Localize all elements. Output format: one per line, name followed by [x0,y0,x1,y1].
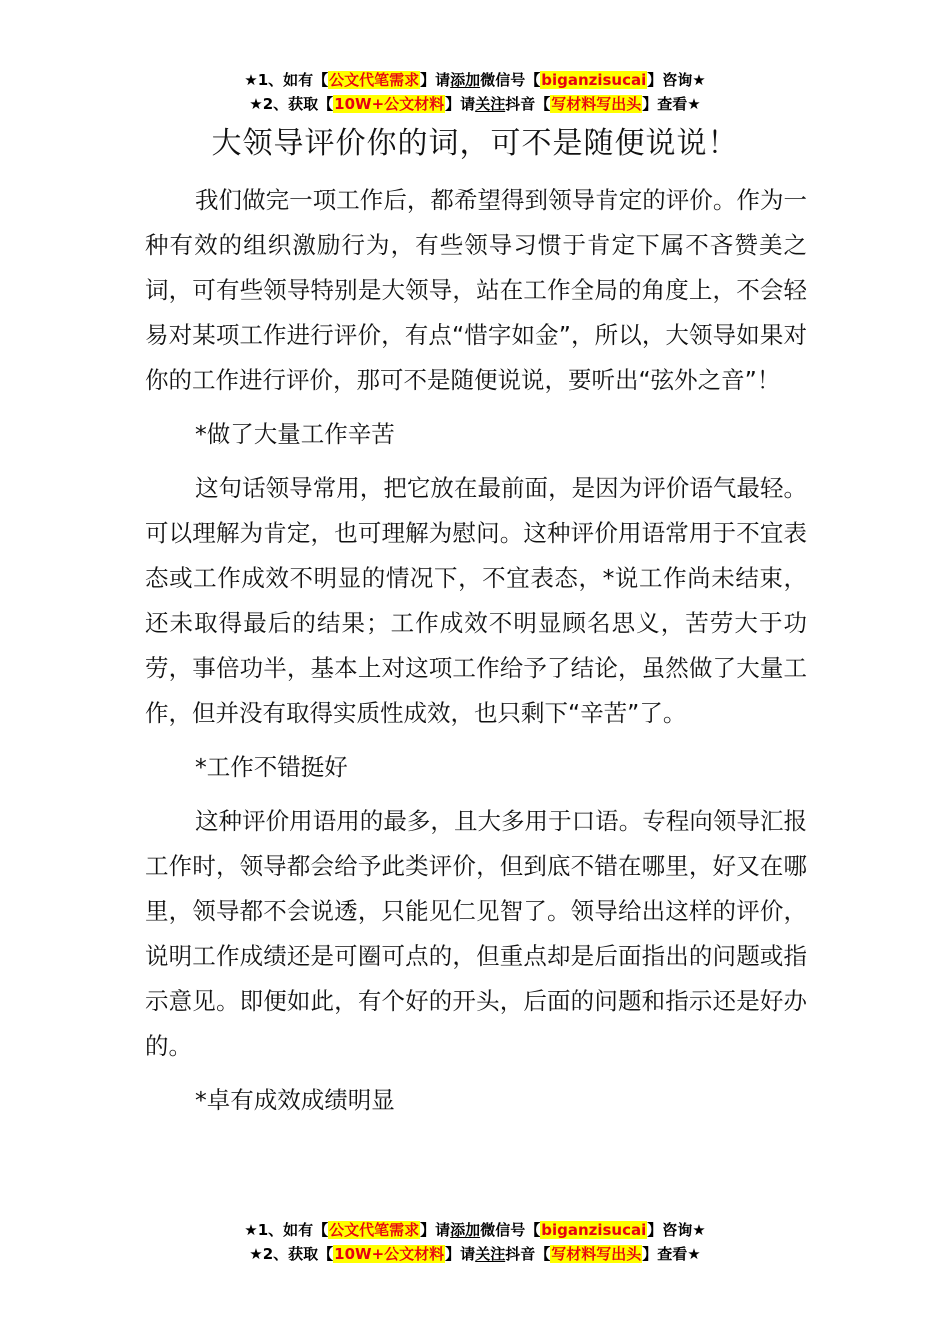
promo-highlight: 公文代笔需求 [329,71,420,89]
promo-text: 2、获取【 [262,1245,334,1263]
promo-highlight: 10W+公文材料 [334,1245,445,1263]
promo-text: 1、如有【 [257,1221,329,1239]
promo-text: 】查看 [642,95,688,113]
section-subheading: *工作不错挺好 [195,753,348,781]
promo-highlight: biganzisucai [541,71,647,89]
star-icon: ★ [692,71,706,89]
promo-underline: 关注 [475,1245,506,1263]
star-icon: ★ [687,1245,701,1263]
body-paragraph: 我们做完一项工作后，都希望得到领导肯定的评价。作为一种有效的组织激励行为，有些领导习惯于肯定下属不吝赞美之词，可有些领导特别是大领导，站在工作全局的角度上，不会轻易对某项工作进行评价，有点“惜字如金”，所以，大领导如果对你的工作进行评价，那可不是随便说说，要听出“弦外之音”！ [145,186,807,394]
promo-text: 】请 [420,1221,451,1239]
promo-text: 】查看 [642,1245,688,1263]
star-icon: ★ [249,95,263,113]
body-paragraph: 这种评价用语用的最多，且大多用于口语。专程向领导汇报工作时，领导都会给予此类评价，但到底不错在哪里，好又在哪里，领导都不会说透，只能见仁见智了。领导给出这样的评价，说明工作成绩还是可圈可点的，但重点却是后面指出的问题或指示意见。即便如此，有个好的开头，后面的问题和指示还是好办的。 [145,807,807,1060]
promo-line-2 [0,1242,950,1266]
section-subheading: *做了大量工作辛苦 [195,420,395,448]
promo-text: 抖音【 [505,95,551,113]
promo-banner-top [0,68,950,116]
promo-text: 】请 [445,95,476,113]
promo-line-2 [0,92,950,116]
promo-text: 微信号【 [480,71,541,89]
section-subheading: *卓有成效成绩明显 [195,1086,395,1114]
promo-text: 】咨询 [647,1221,693,1239]
promo-text: 】请 [445,1245,476,1263]
promo-highlight: 写材料写出头 [551,1245,642,1263]
promo-banner-bottom [0,1218,950,1266]
star-icon: ★ [249,1245,263,1263]
promo-text: 1、如有【 [257,71,329,89]
promo-highlight: biganzisucai [541,1221,647,1239]
star-icon: ★ [687,95,701,113]
promo-highlight: 写材料写出头 [551,95,642,113]
promo-text: 2、获取【 [262,95,334,113]
promo-text: 】咨询 [647,71,693,89]
promo-line-1 [0,1218,950,1242]
star-icon: ★ [244,1221,258,1239]
document-title: 大领导评价你的词，可不是随便说说！ [211,126,739,161]
star-icon: ★ [244,71,258,89]
promo-highlight: 公文代笔需求 [329,1221,420,1239]
star-icon: ★ [692,1221,706,1239]
document-body [145,178,807,1132]
promo-text: 微信号【 [480,1221,541,1239]
promo-underline: 关注 [475,95,506,113]
promo-underline: 添加 [450,1221,481,1239]
body-paragraph: 这句话领导常用，把它放在最前面，是因为评价语气最轻。可以理解为肯定，也可理解为慰问。这种评价用语常用于不宜表态或工作成效不明显的情况下，不宜表态，*说工作尚未结束，还未取得最后的结果；工作成效不明显顾名思义，苦劳大于功劳，事倍功半，基本上对这项工作给予了结论，虽然做了大量工作，但并没有取得实质性成效，也只剩下“辛苦”了。 [145,474,807,727]
promo-text: 】请 [420,71,451,89]
promo-line-1 [0,68,950,92]
promo-highlight: 10W+公文材料 [334,95,445,113]
promo-text: 抖音【 [505,1245,551,1263]
promo-underline: 添加 [450,71,481,89]
